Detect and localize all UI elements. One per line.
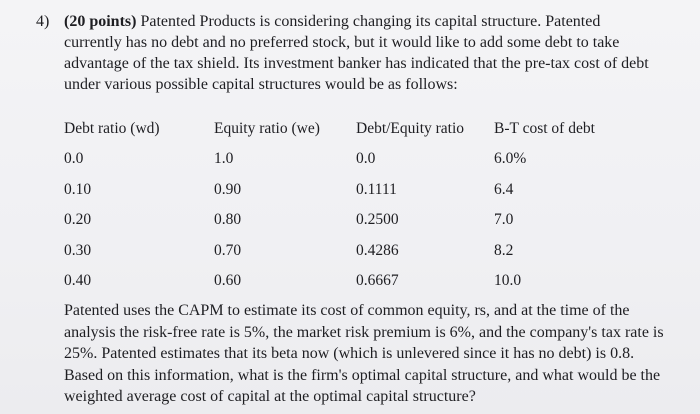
debt-ratio-cell: 0.20 <box>64 211 92 229</box>
table-row <box>64 266 614 297</box>
debt-equity-cell: 0.1111 <box>356 180 397 198</box>
equity-ratio-cell: 0.70 <box>214 241 242 259</box>
cost-of-debt-cell: 10.0 <box>494 272 522 290</box>
question-intro <box>64 11 654 95</box>
question-intro-text: Patented Products is considering changing its capital structure. Patented currently has no debt and no preferred stock, but it would like to add some debt to take advantage of the tax shield. Its investment banker has indicated that the pre-tax cost of debt under various possible capital structures would be as follows: <box>64 13 649 93</box>
equity-ratio-cell: 0.80 <box>214 211 242 229</box>
question-points: (20 points) <box>64 13 137 30</box>
equity-ratio-cell: 0.90 <box>214 180 242 198</box>
debt-ratio-cell: 0.30 <box>64 241 92 259</box>
question-body: Patented uses the CAPM to estimate its cost of common equity, rs, and at the time of the analysis the risk-free rate is 5%, the market risk premium is 6%, and the company's tax rate is 25%. Patented estimates that its beta now (which is unlevered since it has no debt) is 0.8. Based on this information, what is the firm's optimal capital structure, and what would be the weighted average cost of capital at the optimal capital structure? <box>64 302 664 405</box>
cost-of-debt-cell: 8.2 <box>494 241 514 259</box>
debt-equity-cell: 0.4286 <box>356 241 399 259</box>
cost-of-debt-cell: 6.0% <box>494 150 527 168</box>
question-number: 4) <box>36 13 50 30</box>
debt-ratio-cell: 0.40 <box>64 272 92 290</box>
cost-of-debt-cell: 7.0 <box>494 211 514 229</box>
debt-equity-cell: 0.6667 <box>356 272 399 290</box>
header-equity-ratio: Equity ratio (we) <box>214 120 320 137</box>
equity-ratio-cell: 0.60 <box>214 272 242 290</box>
equity-ratio-cell: 1.0 <box>214 150 234 168</box>
header-bt-cost-of-debt: B-T cost of debt <box>494 120 595 137</box>
table-row <box>64 236 614 267</box>
cost-of-debt-cell: 6.4 <box>494 180 514 198</box>
table-row <box>64 144 614 175</box>
debt-ratio-cell: 0.0 <box>64 150 84 168</box>
debt-equity-cell: 0.2500 <box>356 211 399 229</box>
debt-equity-cell: 0.0 <box>356 150 376 168</box>
header-debt-equity-ratio: Debt/Equity ratio <box>356 120 465 137</box>
table-row <box>64 175 614 206</box>
header-debt-ratio: Debt ratio (wd) <box>64 120 160 137</box>
table-header-row <box>64 114 614 144</box>
table-row <box>64 205 614 236</box>
capital-structure-table <box>64 114 614 297</box>
debt-ratio-cell: 0.10 <box>64 180 92 198</box>
